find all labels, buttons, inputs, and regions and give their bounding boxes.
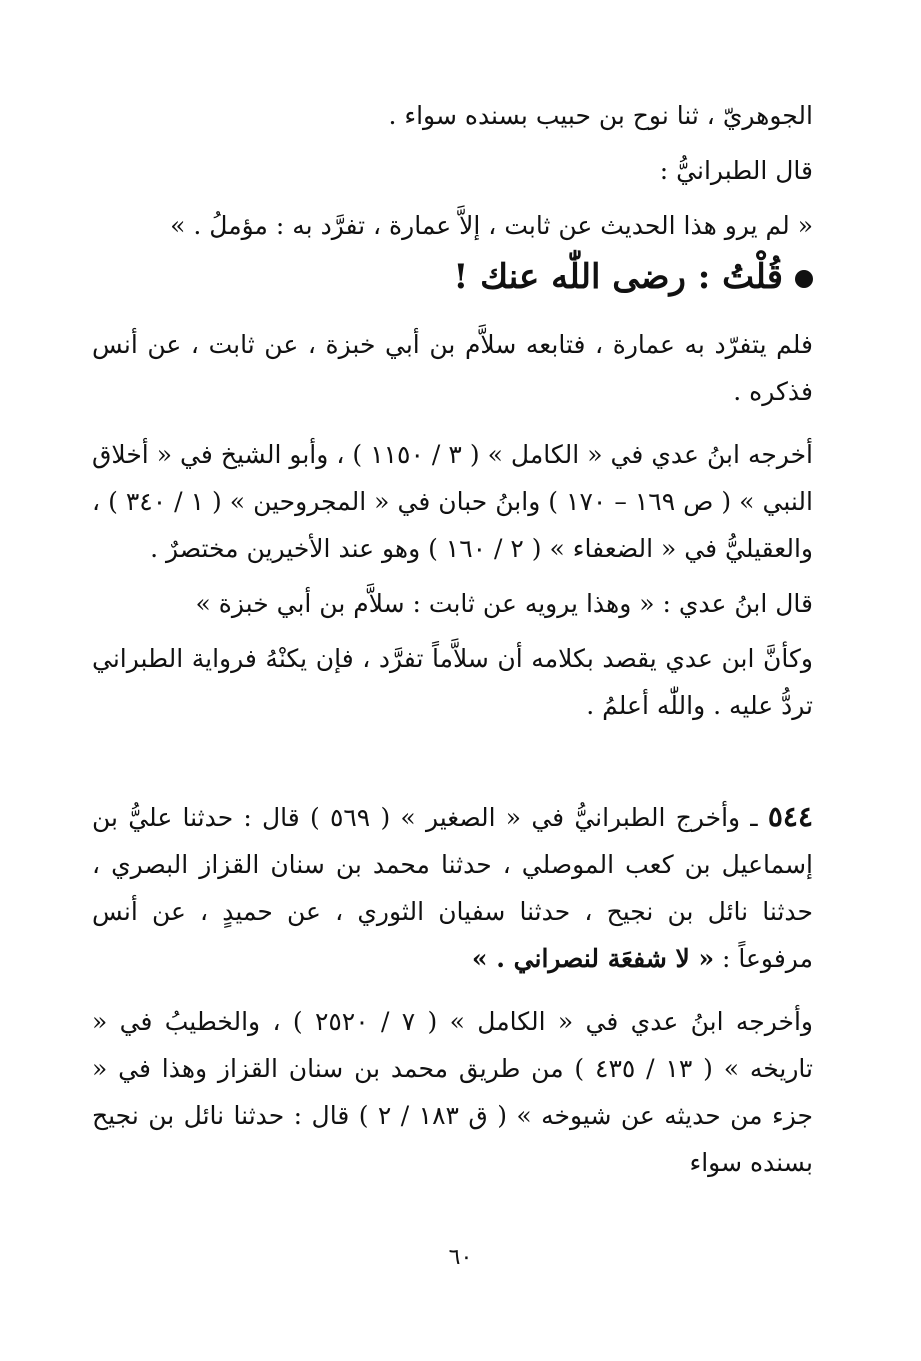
bullet-icon [795,270,813,288]
paragraph-5-citations: أخرجه ابنُ عدي في « الكامل » ( ٣ / ١١٥٠ ) ، وأبو الشيخ في « أخلاق النبي » ( ص ١٦٩ – ١٧٠ ) وابنُ حبان في « المجروحين » ( ١ / ٣٤٠ ) ، والعقيليُّ في « الضعفاء » ( ٢ / ١٦٠ ) وهو عند الأخيرين مختصرٌ . [92,440,813,563]
paragraph-2: قال الطبرانيُّ : [659,156,813,185]
paragraph-9-takhrij: وأخرجه ابنُ عدي في « الكامل » ( ٧ / ٢٥٢٠ ) ، والخطيبُ في « تاريخه » ( ١٣ / ٤٣٥ ) من طريق محمد بن سنان القزاز وهذا في « جزء من حديثه عن شيوخه » ( ق ١٨٣ / ٢ ) قال : حدثنا نائل بن نجيح بسنده سواء [92,1007,813,1177]
section-heading [92,249,813,305]
hadith-matn: « لا شفعَة لنصراني . » [471,944,715,973]
paragraph-3-quote: « لم يرو هذا الحديث عن ثابت ، إلاَّ عمارة ، تفرَّد به : مؤملُ . » [170,211,813,240]
paragraph-1: الجوهريّ ، ثنا نوح بن حبيب بسنده سواء . [388,101,813,130]
hadith-entry [92,793,813,982]
paragraph-6-quote: قال ابنُ عدي : « وهذا يرويه عن ثابت : سلاَّم بن أبي خبزة » [195,589,813,618]
section-heading-text: قُلْتُ : رضى اللّٰه عنك ! [453,257,783,297]
hadith-number: ٥٤٤ [767,800,813,833]
paragraph-4: فلم يتفرّد به عمارة ، فتابعه سلاَّم بن أبي خبزة ، عن ثابت ، عن أنس فذكره . [92,330,813,406]
paragraph-7: وكأنَّ ابن عدي يقصد بكلامه أن سلاَّماً تفرَّد ، فإن يكنْهُ فرواية الطبراني تردُّ عليه . واللّٰه أعلمُ . [92,644,813,720]
hadith-text: ـ وأخرج الطبرانيُّ في « الصغير » ( ٥٦٩ ) قال : حدثنا عليُّ بن إسماعيل بن كعب الموصلي ، حدثنا محمد بن سنان القزاز البصري ، حدثنا نائل بن نجيح ، حدثنا سفيان الثوري ، عن حميدٍ ، عن أنس مرفوعاً : [92,803,813,973]
page-number: ٦٠ [448,1245,473,1270]
